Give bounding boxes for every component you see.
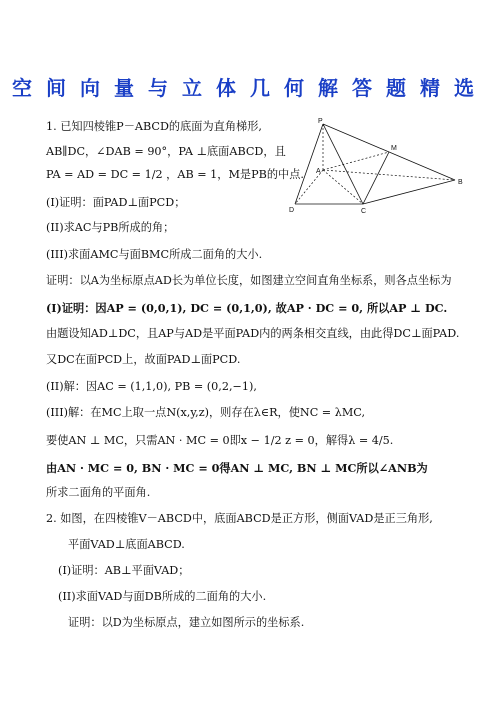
label-d: D bbox=[289, 207, 295, 214]
text-line: 证明：以D为坐标原点，建立如图所示的坐标系. bbox=[68, 616, 305, 629]
label-c: C bbox=[361, 208, 367, 215]
text-line: (II)求AC与PB所成的角； bbox=[46, 221, 175, 234]
text-line: (III)解：在MC上取一点N(x,y,z)，则存在λ∈R，使NC = λMC, bbox=[46, 406, 366, 419]
text-line: (III)求面AMC与面BMC所成二面角的大小. bbox=[46, 248, 263, 261]
text-line: 由AN · MC = 0, BN · MC = 0得AN ⊥ MC, BN ⊥ MC所以∠ANB为 bbox=[46, 461, 428, 475]
text-line: 所求二面角的平面角. bbox=[46, 486, 151, 499]
text-line: (II)求面VAD与面DB所成的二面角的大小. bbox=[58, 590, 267, 603]
text-line: (I)证明：面PAD⊥面PCD； bbox=[46, 196, 186, 209]
text-line: 由题设知AD⊥DC，且AP与AD是平面PAD内的两条相交直线，由此得DC⊥面PAD. bbox=[46, 327, 460, 340]
page-title: 空间向量与立体几何解答题精选 bbox=[12, 76, 488, 100]
pyramid-figure bbox=[285, 112, 475, 220]
label-p: P bbox=[318, 118, 323, 125]
text-line: 证明：以A为坐标原点AD长为单位长度，如图建立空间直角坐标系，则各点坐标为 bbox=[46, 274, 452, 287]
text-line: 平面VAD⊥底面ABCD. bbox=[68, 538, 185, 551]
text-line: (I)证明：AB⊥平面VAD； bbox=[58, 564, 190, 577]
text-line: PA = AD = DC = 1/2 ，AB = 1，M是PB的中点. bbox=[46, 168, 304, 181]
label-b: B bbox=[458, 179, 463, 186]
label-a: A bbox=[316, 168, 321, 175]
text-line: 2. 如图，在四棱锥V－ABCD中，底面ABCD是正方形，侧面VAD是正三角形, bbox=[46, 512, 433, 525]
text-line: AB∥DC，∠DAB = 90°，PA ⊥底面ABCD，且 bbox=[46, 145, 286, 158]
text-line: (I)证明：因AP = (0,0,1), DC = (0,1,0), 故AP · DC = 0, 所以AP ⊥ DC. bbox=[46, 301, 448, 315]
text-line: 又DC在面PCD上，故面PAD⊥面PCD. bbox=[46, 353, 241, 366]
text-line: 要使AN ⊥ MC，只需AN · MC = 0即x − 1/2 z = 0，解得λ = 4/5. bbox=[46, 434, 394, 447]
text-line: 1. 已知四棱锥P－ABCD的底面为直角梯形, bbox=[46, 120, 262, 133]
label-m: M bbox=[391, 145, 397, 152]
text-line: (II)解：因AC = (1,1,0), PB = (0,2,−1), bbox=[46, 380, 257, 393]
